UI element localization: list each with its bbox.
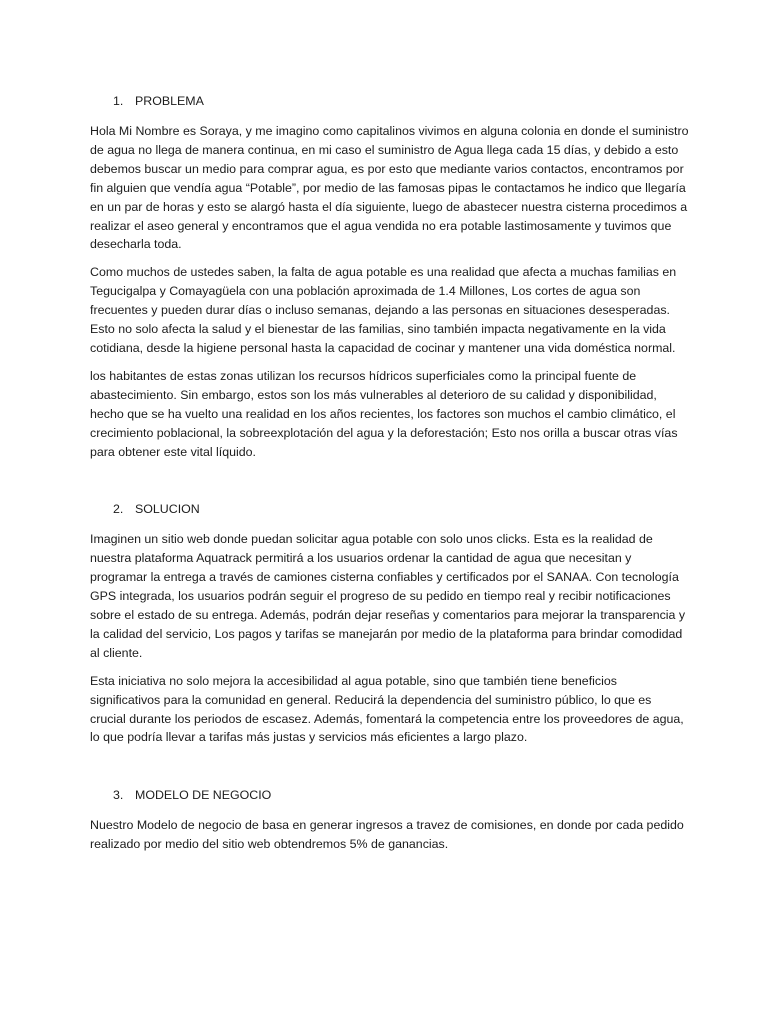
paragraph: Como muchos de ustedes saben, la falta de agua potable es una realidad que afecta a muchas familias en Tegucigalpa y Comayagüela con una población aproximada de 1.4 Millones, Los cortes de agua son frecuentes y pueden durar días o incluso semanas, dejando a las personas en situaciones desesperadas. Esto no solo afecta la salud y el bienestar de las familias, sino también impacta negativamente en la vida cotidiana, desde la higiene personal hasta la capacidad de cocinar y mantener una vida doméstica normal.: [90, 265, 677, 355]
section-heading-modelo-de-negocio: [113, 786, 690, 805]
paragraph: Imaginen un sitio web donde puedan solicitar agua potable con solo unos clicks. Esta es la realidad de nuestra plataforma Aquatrack permitirá a los usuarios ordenar la cantidad de agua que necesitan y programar la entrega a través de camiones cisterna confiables y certificados por el SANAA. Con tecnología GPS integrada, los usuarios podrán seguir el progreso de su pedido en tiempo real y recibir notificaciones sobre el estado de su entrega. Además, podrán dejar reseñas y comentarios para mejorar la transparencia y la calidad del servicio, Los pagos y tarifas se manejarán por medio de la plataforma para brindar comodidad al cliente.: [90, 532, 686, 660]
paragraph: Nuestro Modelo de negocio de basa en generar ingresos a travez de comisiones, en donde por cada pedido realizado por medio del sitio web obtendremos 5% de ganancias.: [90, 818, 684, 852]
section-heading-solucion: [113, 500, 690, 519]
section-number: 1.: [113, 94, 124, 108]
section-number: 2.: [113, 502, 124, 517]
paragraph: Hola Mi Nombre es Soraya, y me imagino como capitalinos vivimos en alguna colonia en donde el suministro de agua no llega de manera continua, en mi caso el suministro de Agua llega cada 15 días, y debido a esto debemos buscar un medio para comprar agua, es por esto que mediante varios contactos, encontramos por fin alguien que vendía agua “Potable”, por medio de las famosas pipas le contactamos he indico que llegaría en un par de horas y esto se alargó hasta el día siguiente, luego de abastecer nuestra cisterna procedimos a realizar el aseo general y encontramos que el agua vendida no era potable lastimosamente y tuvimos que desecharla toda.: [90, 124, 689, 252]
section-title: SOLUCION: [135, 502, 200, 517]
section-title: PROBLEMA: [135, 94, 204, 108]
section-title: MODELO DE NEGOCIO: [135, 788, 272, 803]
section-spacer: [90, 470, 690, 500]
paragraph: Esta iniciativa no solo mejora la accesibilidad al agua potable, sino que también tiene beneficios significativos para la comunidad en general. Reducirá la dependencia del suministro público, lo que es crucial durante los periodos de escasez. Además, fomentará la competencia entre los proveedores de agua, lo que podría llevar a tarifas más justas y servicios más eficientes a largo plazo.: [90, 673, 684, 745]
section-spacer: [90, 756, 690, 786]
paragraph: los habitantes de estas zonas utilizan los recursos hídricos superficiales como la principal fuente de abastecimiento. Sin embargo, estos son los más vulnerables al deterioro de su calidad y disponibilidad, hecho que se ha vuelto una realidad en los años recientes, los factores son muchos el cambio climático, el crecimiento poblacional, la sobreexplotación del agua y la deforestación; Esto nos orilla a buscar otras vías para obtener este vital líquido.: [90, 368, 678, 459]
section-number: 3.: [113, 788, 124, 803]
section-heading-problema: [113, 92, 690, 111]
document-page: [90, 92, 690, 863]
